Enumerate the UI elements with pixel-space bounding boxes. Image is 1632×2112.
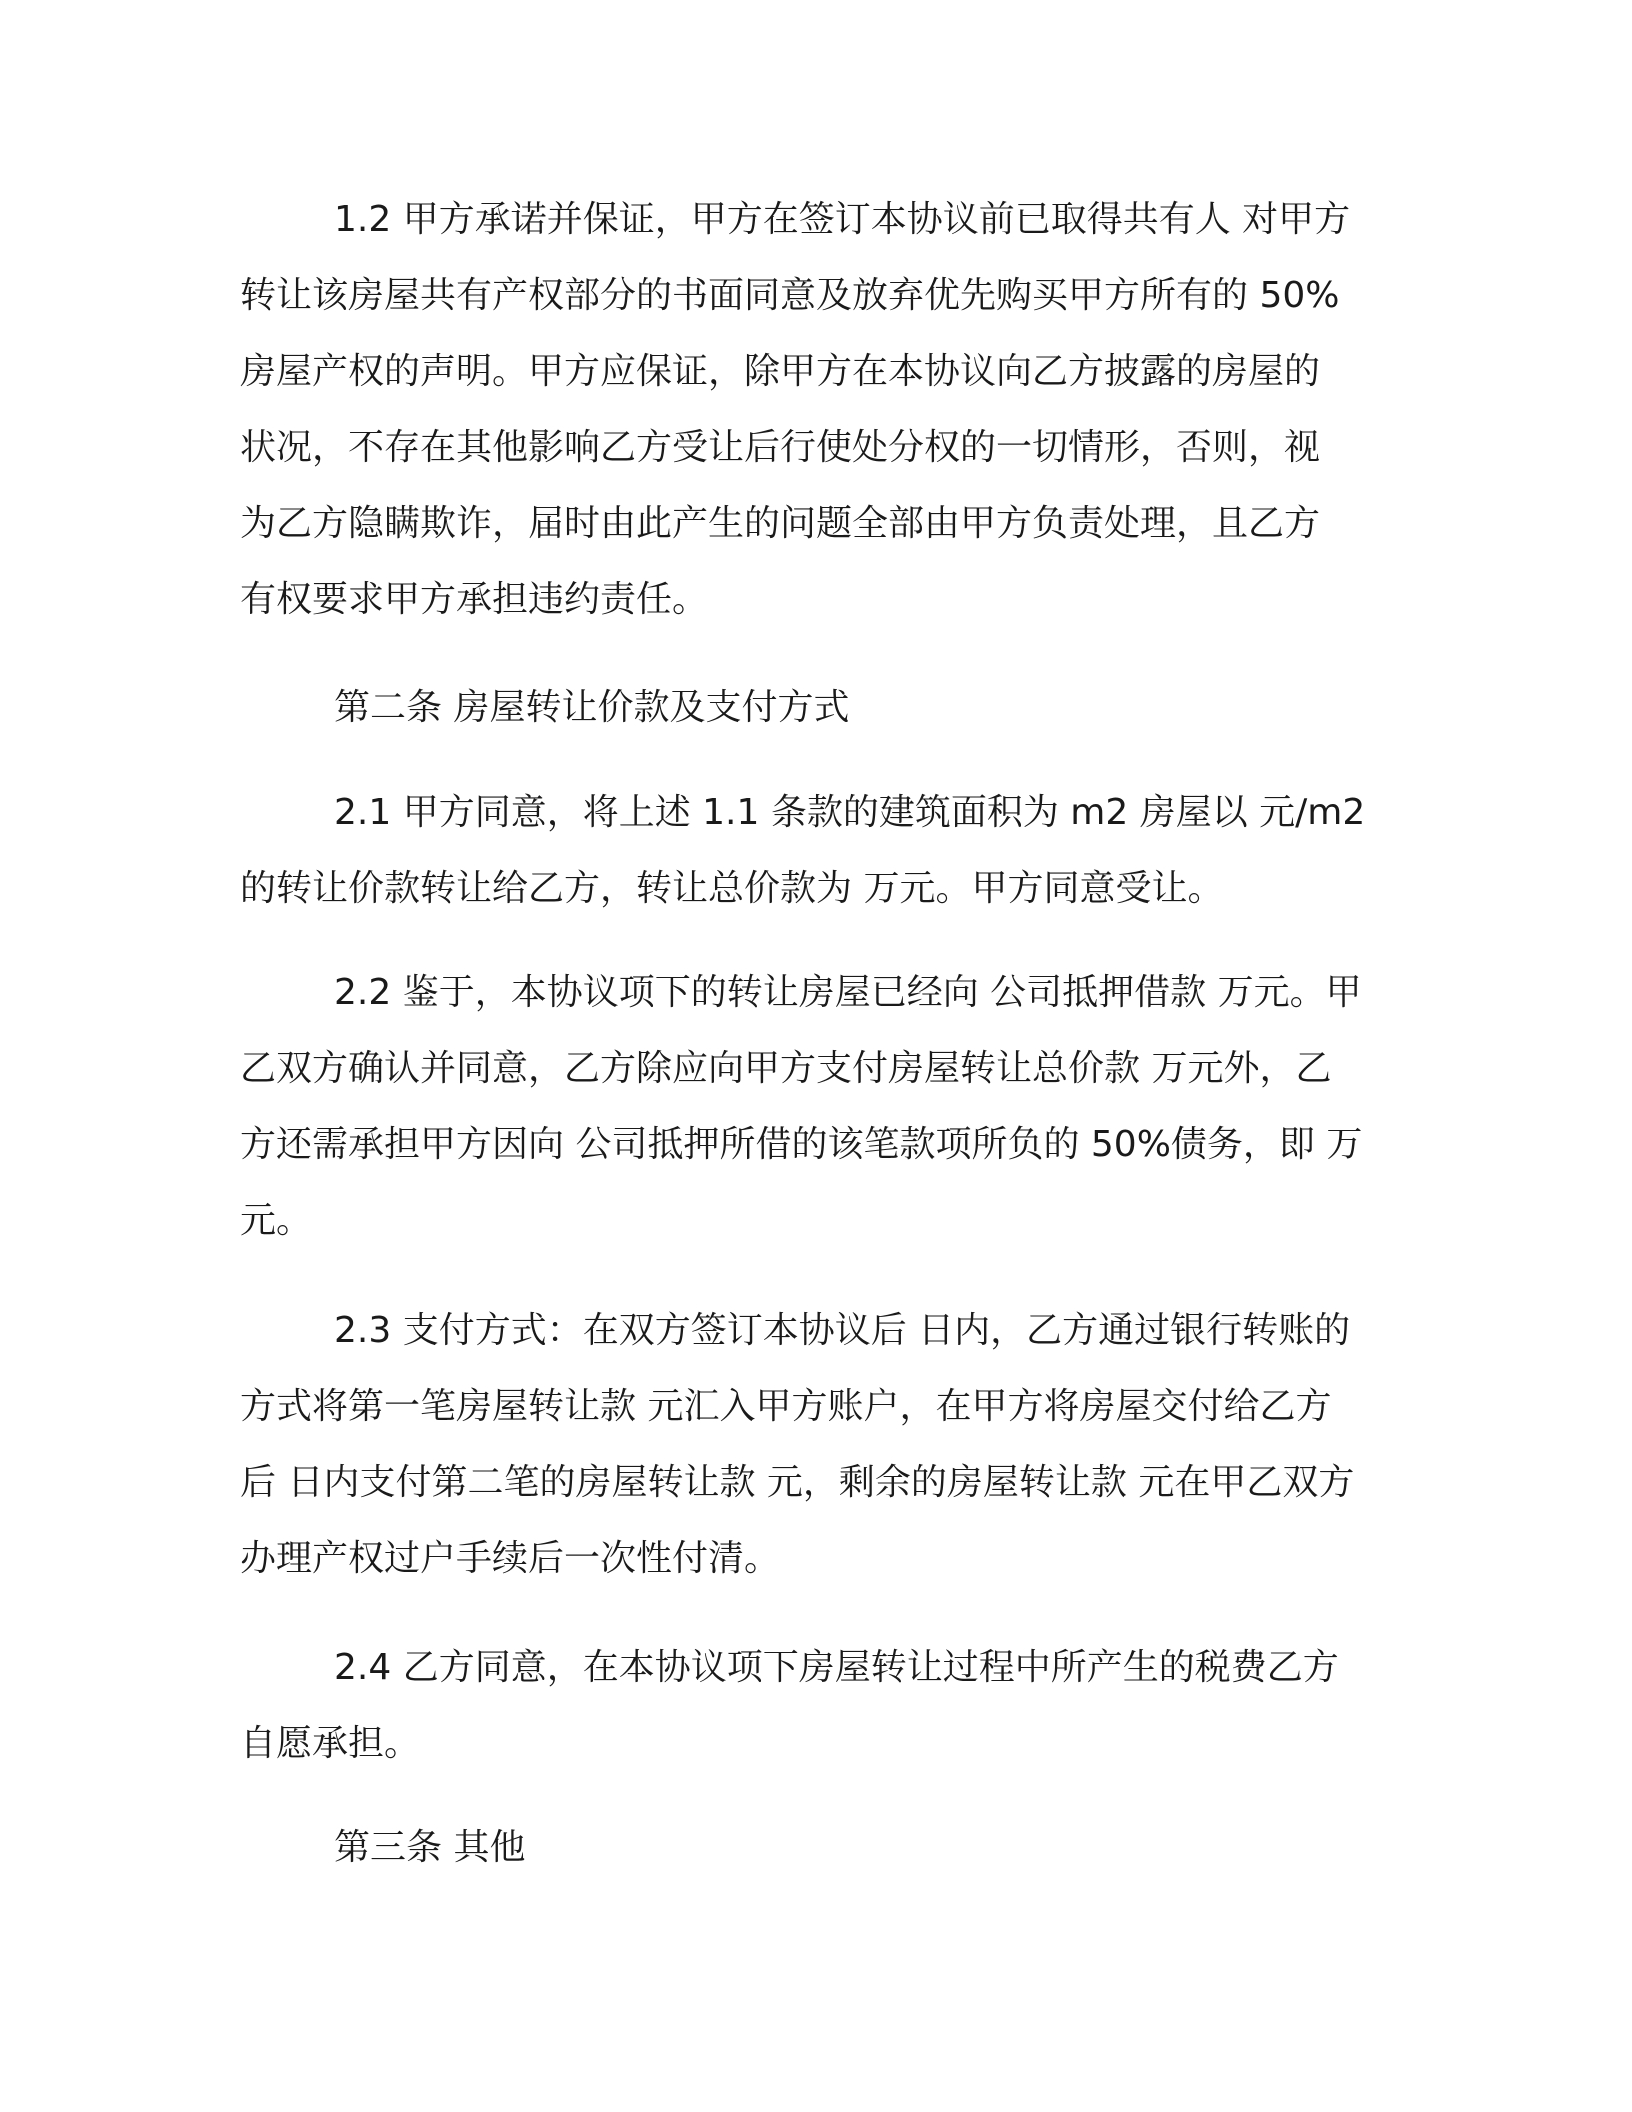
clause-1-2 [240, 182, 1390, 638]
clause-1-2-line: 为乙方隐瞒欺诈，届时由此产生的问题全部由甲方负责处理，且乙方 [240, 503, 1321, 544]
clause-1-2-line: 转让该房屋共有产权部分的书面同意及放弃优先购买甲方所有的 50% [240, 275, 1340, 316]
clause-2-3 [240, 1293, 1390, 1597]
clause-1-2-line: 1.2 甲方承诺并保证，甲方在签订本协议前已取得共有人 对甲方 [334, 199, 1351, 240]
clause-1-2-line: 状况，不存在其他影响乙方受让后行使处分权的一切情形，否则，视 [240, 427, 1321, 468]
clause-2-1 [240, 775, 1390, 927]
clause-2-2-line: 元。 [240, 1200, 313, 1241]
clause-2-2-line: 乙双方确认并同意，乙方除应向甲方支付房屋转让总价款 万元外，乙 [240, 1048, 1332, 1089]
clause-2-3-line: 方式将第一笔房屋转让款 元汇入甲方账户，在甲方将房屋交付给乙方 [240, 1386, 1332, 1427]
article-3-heading-block [240, 1810, 1390, 1886]
clause-2-4-line: 自愿承担。 [240, 1723, 421, 1764]
clause-2-2-line: 2.2 鉴于，本协议项下的转让房屋已经向 公司抵押借款 万元。甲 [334, 972, 1362, 1013]
article-2-heading-block [240, 670, 1390, 746]
clause-2-4 [240, 1630, 1390, 1782]
clause-2-1-line: 的转让价款转让给乙方，转让总价款为 万元。甲方同意受让。 [240, 868, 1224, 909]
clause-1-2-line: 房屋产权的声明。甲方应保证，除甲方在本协议向乙方披露的房屋的 [240, 351, 1321, 392]
clause-2-3-line: 后 日内支付第二笔的房屋转让款 元，剩余的房屋转让款 元在甲乙双方 [240, 1462, 1355, 1503]
clause-2-4-line: 2.4 乙方同意，在本协议项下房屋转让过程中所产生的税费乙方 [334, 1647, 1339, 1688]
clause-2-1-line: 2.1 甲方同意，将上述 1.1 条款的建筑面积为 m2 房屋以 元/m2 [334, 792, 1366, 833]
clause-2-2 [240, 955, 1390, 1259]
clause-2-3-line: 办理产权过户手续后一次性付清。 [240, 1538, 781, 1579]
clause-2-2-line: 方还需承担甲方因向 公司抵押所借的该笔款项所负的 50%债务，即 万 [240, 1124, 1363, 1165]
clause-1-2-line: 有权要求甲方承担违约责任。 [240, 579, 709, 620]
article-2-heading: 第二条 房屋转让价款及支付方式 [334, 687, 850, 728]
article-3-heading: 第三条 其他 [334, 1827, 526, 1868]
clause-2-3-line: 2.3 支付方式：在双方签订本协议后 日内，乙方通过银行转账的 [334, 1310, 1351, 1351]
